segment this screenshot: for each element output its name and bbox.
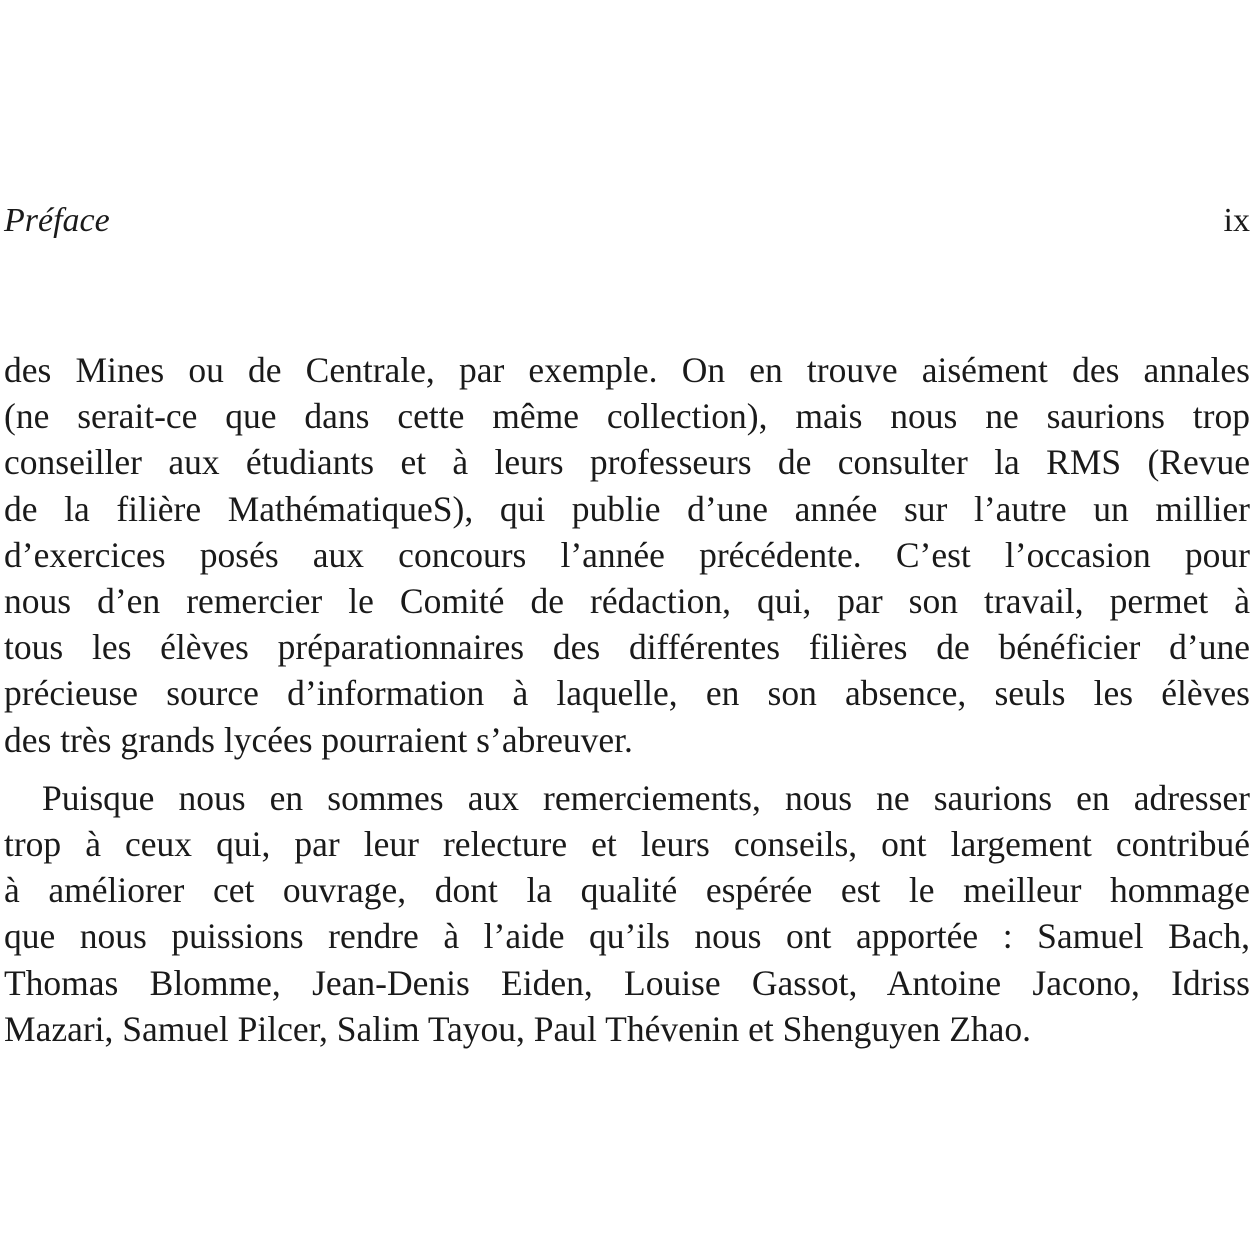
text-line: Thomas Blomme, Jean-Denis Eiden, Louise Gassot, Antoine Jacono, Idriss [4,962,1250,1003]
text-line: des Mines ou de Centrale, par exemple. On en trouve aisément des annales [4,350,1250,390]
body-text [4,347,1250,1052]
paragraph-2 [4,775,1250,1052]
text-line: tous les élèves préparationnaires des différentes filières de bénéficier d’une [4,627,1250,668]
page-number: ix [1223,202,1250,239]
chapter-title: Préface [4,202,110,239]
text-line: de la filière MathématiqueS), qui publie d’une année sur l’autre un millier [4,488,1250,529]
text-line: que nous puissions rendre à l’aide qu’ils nous ont apportée : Samuel Bach, [4,916,1250,957]
paragraph-1 [4,347,1250,763]
text-line: Puisque nous en sommes aux remerciements, nous ne saurions en adresser [42,777,1250,818]
text-line: conseiller aux étudiants et à leurs professeurs de consulter la RMS (Revue [4,442,1250,483]
paragraph-gap [4,763,1250,775]
text-line: d’exercices posés aux concours l’année précédente. C’est l’occasion pour [4,534,1250,575]
running-head [4,196,1250,246]
text-line: Mazari, Samuel Pilcer, Salim Tayou, Paul Thévenin et Shenguyen Zhao. [4,1008,1032,1049]
text-line: trop à ceux qui, par leur relecture et leurs conseils, ont largement contribué [4,824,1250,865]
text-line: des très grands lycées pourraient s’abreuver. [4,719,633,760]
text-line: (ne serait-ce que dans cette même collection), mais nous ne saurions trop [4,396,1250,437]
text-line: à améliorer cet ouvrage, dont la qualité espérée est le meilleur hommage [4,870,1250,911]
text-line: nous d’en remercier le Comité de rédaction, qui, par son travail, permet à [4,581,1250,622]
text-line: précieuse source d’information à laquelle, en son absence, seuls les élèves [4,673,1250,714]
